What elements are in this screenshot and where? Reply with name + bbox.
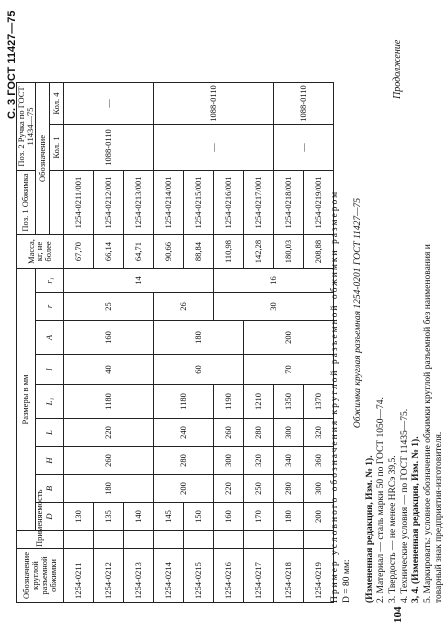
continuation-label: Продолжение	[392, 39, 403, 99]
row-D: 200	[303, 503, 333, 531]
row-poz1: 1254-0215/001	[183, 171, 213, 235]
row-applicability	[243, 531, 273, 549]
cell-r: 25	[63, 293, 153, 321]
cell-B: 220	[213, 475, 243, 503]
row-applicability	[213, 531, 243, 549]
note-line: 2. Материал — сталь марки 50 по ГОСТ 1050—74.	[376, 397, 387, 603]
row-mass: 142,28	[243, 235, 273, 269]
cell-r1: 14	[63, 269, 213, 293]
row-applicability	[303, 531, 333, 549]
cell-A: 200	[243, 321, 333, 355]
cell-A: 180	[153, 321, 243, 355]
dimensions-table	[16, 82, 334, 603]
header-r1: r₁	[35, 269, 63, 293]
header-H: H	[35, 447, 63, 475]
cell-l: 60	[153, 355, 243, 385]
cell-l: 40	[63, 355, 153, 385]
row-code: 1254-0214	[153, 549, 183, 603]
cell-B: 280	[273, 475, 303, 503]
cell-B: 200	[153, 475, 213, 503]
cell-H: 360	[303, 447, 333, 475]
row-mass: 180,03	[273, 235, 303, 269]
cell-L: 220	[63, 419, 153, 447]
cell-B: 180	[63, 475, 153, 503]
cell-poz2-qty1: 1088-0110	[63, 125, 153, 171]
row-code: 1254-0212	[93, 549, 123, 603]
header-poz1-code	[49, 171, 63, 235]
row-applicability	[123, 531, 153, 549]
cell-r: 30	[213, 293, 333, 321]
note-line: 3, 4. (Измененная редакция, Изм. № 1).	[411, 436, 422, 603]
example-line-1: Пример условного обозначения круглой разъемной обжимки размером	[330, 189, 340, 603]
row-code: 1254-0211	[63, 549, 93, 603]
row-mass: 67,70	[63, 235, 93, 269]
cell-H: 300	[213, 447, 243, 475]
cell-L: 280	[243, 419, 273, 447]
header-poz1: Поз. 1 Обжимка	[17, 171, 36, 235]
row-applicability	[93, 531, 123, 549]
header-qty4: Кол. 4	[49, 83, 63, 125]
row-mass: 66,14	[93, 235, 123, 269]
row-poz1: 1254-0216/001	[213, 171, 243, 235]
row-applicability	[183, 531, 213, 549]
cell-H: 340	[273, 447, 303, 475]
note-line: (Измененная редакция, Изм. № 1).	[364, 455, 375, 603]
cell-B: 300	[303, 475, 333, 503]
row-poz1: 1254-0219/001	[303, 171, 333, 235]
cell-L: 300	[273, 419, 303, 447]
row-mass: 88,84	[183, 235, 213, 269]
header-B: B	[35, 475, 63, 503]
cell-L1: 1190	[213, 385, 243, 419]
cell-L: 320	[303, 419, 333, 447]
row-D: 180	[273, 503, 303, 531]
cell-L1: 1180	[63, 385, 153, 419]
header-applicability: Применяемость	[17, 531, 64, 549]
row-poz1: 1254-0213/001	[123, 171, 153, 235]
row-code: 1254-0213	[123, 549, 153, 603]
row-poz1: 1254-0212/001	[93, 171, 123, 235]
row-code: 1254-0216	[213, 549, 243, 603]
row-applicability	[153, 531, 183, 549]
cell-H: 260	[63, 447, 153, 475]
row-poz1: 1254-0217/001	[243, 171, 273, 235]
cell-B: 250	[243, 475, 273, 503]
table-row	[153, 83, 183, 603]
row-code: 1254-0219	[303, 549, 333, 603]
row-D: 145	[153, 503, 183, 531]
row-code: 1254-0217	[243, 549, 273, 603]
cell-L1: 1370	[303, 385, 333, 419]
cell-L1: 1180	[153, 385, 213, 419]
notes-block	[330, 23, 446, 603]
example-line-2: D = 80 мм:	[341, 559, 352, 603]
note-line: 5. Маркировать: условное обозначение обжимки круглой разъемной без наименования и	[422, 244, 433, 603]
header-A: A	[35, 321, 63, 355]
cell-L1: 1350	[273, 385, 303, 419]
header-designation-sub: Обозначение	[35, 83, 49, 235]
row-code: 1254-0218	[273, 549, 303, 603]
row-mass: 90,66	[153, 235, 183, 269]
row-D: 150	[183, 503, 213, 531]
row-mass: 110,98	[213, 235, 243, 269]
cell-l: 70	[243, 355, 333, 385]
cell-L1: 1210	[243, 385, 273, 419]
header-qty1: Кол. 1	[49, 125, 63, 171]
cell-H: 320	[243, 447, 273, 475]
row-D: 160	[213, 503, 243, 531]
page-number: 104	[392, 606, 404, 623]
row-D: 130	[63, 503, 93, 531]
header-designation: Обозначение круглой разъемной обжимки	[17, 549, 64, 603]
row-D: 140	[123, 503, 153, 531]
cell-L: 240	[153, 419, 213, 447]
cell-L: 260	[213, 419, 243, 447]
row-poz1: 1254-0218/001	[273, 171, 303, 235]
table-row	[63, 83, 93, 603]
cell-r: 26	[153, 293, 213, 321]
cell-H: 280	[153, 447, 213, 475]
row-poz1: 1254-0214/001	[153, 171, 183, 235]
header-poz2: Поз. 2 Ручка по ГОСТ 11434—75	[17, 83, 36, 171]
cell-poz2-qty4: 1088-0110	[273, 83, 333, 125]
row-mass: 64,71	[123, 235, 153, 269]
row-D: 135	[93, 503, 123, 531]
example-designation: Обжимка круглая разъемная 1254-0201 ГОСТ 11427—75	[353, 197, 364, 429]
header-L1: L₁	[35, 385, 63, 419]
row-D: 170	[243, 503, 273, 531]
cell-poz2-qty1: —	[153, 125, 273, 171]
note-line: 4. Технические условия — по ГОСТ 11435—75.	[399, 408, 410, 603]
header-mass: Масса, кг, не более	[17, 235, 64, 269]
document-header: С. 3 ГОСТ 11427—75	[6, 10, 18, 119]
cell-poz2-qty4: —	[63, 83, 153, 125]
row-code: 1254-0215	[183, 549, 213, 603]
cell-A: 160	[63, 321, 153, 355]
header-l: l	[35, 355, 63, 385]
header-r: r	[35, 293, 63, 321]
note-line: 3. Твердость — не менее HRCэ 39,5.	[387, 455, 398, 603]
header-sizes-group: Размеры в мм	[17, 269, 36, 531]
row-applicability	[63, 531, 93, 549]
cell-r1: 16	[213, 269, 333, 293]
header-D: D	[35, 503, 63, 531]
note-line: товарный знак предприятия-изготовителя.	[434, 431, 445, 603]
row-applicability	[273, 531, 303, 549]
row-poz1: 1254-0211/001	[63, 171, 93, 235]
header-L: L	[35, 419, 63, 447]
row-mass: 208,88	[303, 235, 333, 269]
cell-poz2-qty1: —	[273, 125, 333, 171]
cell-poz2-qty4: 1088-0110	[153, 83, 273, 125]
